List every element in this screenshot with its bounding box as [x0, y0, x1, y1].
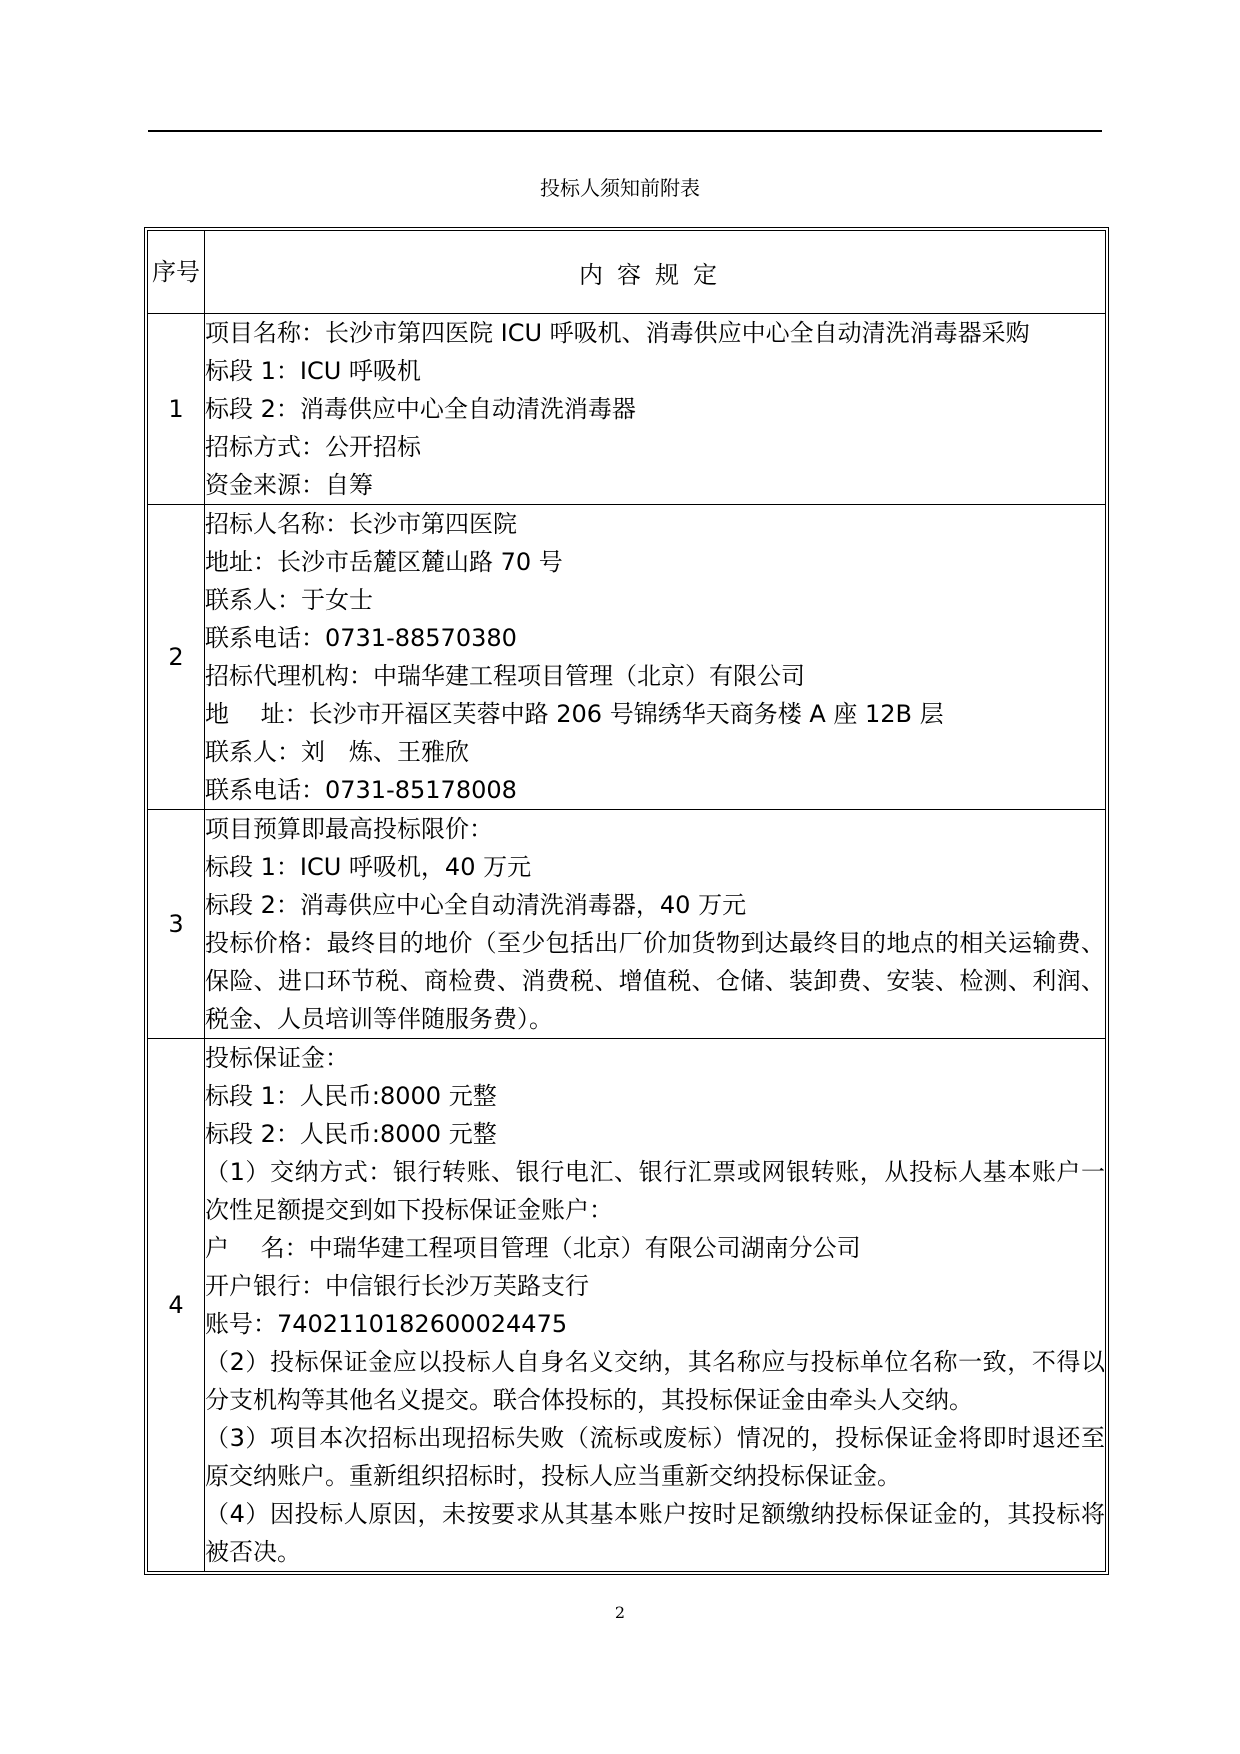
document-title: 投标人须知前附表 [540, 176, 700, 200]
header-rule [148, 130, 1102, 132]
content-line: 标段 1：人民币:8000 元整 [205, 1082, 497, 1110]
table-row [148, 314, 1106, 505]
content-line: 户 名：中瑞华建工程项目管理（北京）有限公司湖南分公司 [205, 1234, 861, 1262]
content-line: 项目名称：长沙市第四医院 ICU 呼吸机、消毒供应中心全自动清洗消毒器采购 [205, 319, 1030, 347]
table-row [148, 810, 1106, 1039]
content-line: 联系人：于女士 [205, 586, 373, 614]
content-line: 联系人：刘 炼、王雅欣 [205, 738, 469, 766]
row-content-cell [205, 505, 1106, 810]
header-number-label: 序号 [152, 258, 200, 286]
table-header-row [148, 231, 1106, 314]
row-number-cell: 4 [148, 1039, 205, 1572]
content-line: 标段 2：消毒供应中心全自动清洗消毒器，40 万元 [205, 891, 747, 919]
content-line: （4）因投标人原因，未按要求从其基本账户按时足额缴纳投标保证金的，其投标将被否决。 [205, 1500, 1105, 1566]
requirements-table-frame [144, 227, 1109, 1575]
row-content-cell [205, 810, 1106, 1039]
content-line: 标段 2：人民币:8000 元整 [205, 1120, 497, 1148]
table-row [148, 505, 1106, 810]
header-content [205, 231, 1106, 314]
table-row [148, 1039, 1106, 1572]
content-line: 招标方式：公开招标 [205, 433, 421, 461]
requirements-table [147, 230, 1106, 1572]
content-line: 招标代理机构：中瑞华建工程项目管理（北京）有限公司 [205, 662, 805, 690]
header-number [148, 231, 205, 314]
content-line: 账号：7402110182600024475 [205, 1310, 568, 1338]
row-content-cell [205, 1039, 1106, 1572]
content-line: 地 址：长沙市开福区芙蓉中路 206 号锦绣华天商务楼 A 座 12B 层 [205, 700, 944, 728]
page-number: 2 [614, 1603, 626, 1622]
content-line: 地址：长沙市岳麓区麓山路 70 号 [205, 548, 563, 576]
row-number-cell: 3 [148, 810, 205, 1039]
content-line: 招标人名称：长沙市第四医院 [205, 510, 517, 538]
content-line: 联系电话：0731-85178008 [205, 776, 517, 804]
content-line: 标段 2：消毒供应中心全自动清洗消毒器 [205, 395, 636, 423]
content-line: 标段 1：ICU 呼吸机，40 万元 [205, 853, 532, 881]
row-number-cell: 2 [148, 505, 205, 810]
content-line: 项目预算即最高投标限价： [205, 815, 493, 843]
content-line: 开户银行：中信银行长沙万芙路支行 [205, 1272, 589, 1300]
header-content-label: 内容规定 [579, 260, 731, 289]
row-content-cell [205, 314, 1106, 505]
content-line: （1）交纳方式：银行转账、银行电汇、银行汇票或网银转账，从投标人基本账户一次性足额提交到如下投标保证金账户： [205, 1158, 1105, 1224]
content-line: 资金来源：自筹 [205, 471, 373, 499]
content-line: （3）项目本次招标出现招标失败（流标或废标）情况的，投标保证金将即时退还至原交纳账户。重新组织招标时，投标人应当重新交纳投标保证金。 [205, 1424, 1105, 1490]
content-line: （2）投标保证金应以投标人自身名义交纳，其名称应与投标单位名称一致，不得以分支机构等其他名义提交。联合体投标的，其投标保证金由牵头人交纳。 [205, 1348, 1105, 1414]
content-line: 联系电话：0731-88570380 [205, 624, 517, 652]
content-line: 投标保证金： [205, 1044, 349, 1072]
content-line: 投标价格：最终目的地价（至少包括出厂价加货物到达最终目的地点的相关运输费、保险、进口环节税、商检费、消费税、增值税、仓储、装卸费、安装、检测、利润、税金、人员培训等伴随服务费）。 [205, 929, 1105, 1033]
row-number-cell: 1 [148, 314, 205, 505]
content-line: 标段 1：ICU 呼吸机 [205, 357, 421, 385]
